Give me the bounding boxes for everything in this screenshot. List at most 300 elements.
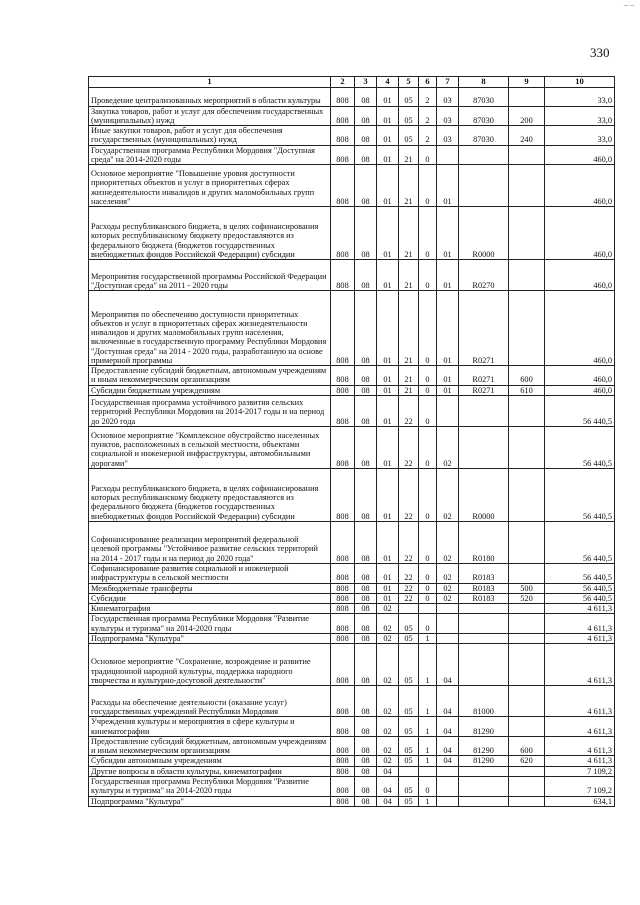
code-cell-c8 (459, 644, 509, 686)
code-cell-c10: 4 611,3 (545, 644, 615, 686)
code-cell-c9 (509, 686, 545, 717)
code-cell-c4: 02 (377, 686, 399, 717)
code-cell-c7: 02 (437, 583, 459, 593)
code-cell-c4: 01 (377, 207, 399, 260)
code-cell-c5: 22 (399, 396, 419, 427)
code-cell-c3: 08 (355, 717, 377, 737)
code-cell-c3: 08 (355, 634, 377, 644)
code-cell-c6: 0 (419, 776, 437, 796)
row-name-cell: Подпрограмма "Культура" (89, 796, 331, 806)
code-cell-c8 (459, 145, 509, 165)
code-cell-c6 (419, 766, 437, 776)
code-cell-c7: 04 (437, 644, 459, 686)
column-header: 4 (377, 77, 399, 88)
code-cell-c7: 02 (437, 469, 459, 522)
code-cell-c4: 01 (377, 583, 399, 593)
code-cell-c10: 460,0 (545, 145, 615, 165)
code-cell-c8 (459, 604, 509, 614)
code-cell-c5: 21 (399, 145, 419, 165)
code-cell-c9 (509, 469, 545, 522)
code-cell-c5: 21 (399, 291, 419, 366)
column-header: 6 (419, 77, 437, 88)
table-row (89, 776, 615, 796)
code-cell-c5: 05 (399, 686, 419, 717)
code-cell-c8 (459, 796, 509, 806)
code-cell-c10: 33,0 (545, 106, 615, 126)
code-cell-c10: 7 109,2 (545, 766, 615, 776)
code-cell-c2: 808 (331, 634, 355, 644)
code-cell-c5: 05 (399, 717, 419, 737)
column-header: 10 (545, 77, 615, 88)
code-cell-c2: 808 (331, 644, 355, 686)
code-cell-c3: 08 (355, 291, 377, 366)
row-name-cell: Софинансирование реализации мероприятий федеральной целевой программы "Устойчивое развитие сельских территорий на 2014 - 2017 годы и на период до 2020 года" (89, 522, 331, 564)
row-name-cell: Закупка товаров, работ и услуг для обеспечения государственных (муниципальных) нужд (89, 106, 331, 126)
row-name-cell: Основное мероприятие "Повышение уровня доступности приоритетных объектов и услуг в приоритетных сферах жизнедеятельности инвалидов и других маломобильных групп населения" (89, 165, 331, 207)
code-cell-c10: 4 611,3 (545, 736, 615, 756)
code-cell-c10: 56 440,5 (545, 564, 615, 584)
row-name-cell: Проведение централизованных мероприятий в области культуры (89, 87, 331, 106)
code-cell-c10: 56 440,5 (545, 593, 615, 603)
code-cell-c8 (459, 634, 509, 644)
code-cell-c4: 01 (377, 260, 399, 291)
code-cell-c6: 0 (419, 583, 437, 593)
code-cell-c5: 21 (399, 366, 419, 386)
code-cell-c4: 01 (377, 593, 399, 603)
code-cell-c9 (509, 396, 545, 427)
code-cell-c10: 4 611,3 (545, 614, 615, 634)
code-cell-c8: 81290 (459, 717, 509, 737)
code-cell-c10: 56 440,5 (545, 469, 615, 522)
code-cell-c3: 08 (355, 469, 377, 522)
code-cell-c7: 02 (437, 593, 459, 603)
code-cell-c4: 02 (377, 604, 399, 614)
code-cell-c6: 1 (419, 796, 437, 806)
code-cell-c7: 01 (437, 366, 459, 386)
code-cell-c8: 87030 (459, 126, 509, 146)
code-cell-c2: 808 (331, 776, 355, 796)
code-cell-c7: 02 (437, 522, 459, 564)
code-cell-c8: R0000 (459, 469, 509, 522)
code-cell-c8: 87030 (459, 87, 509, 106)
table-row (89, 564, 615, 584)
row-name-cell: Государственная программа Республики Мордовия "Доступная среда" на 2014-2020 годы (89, 145, 331, 165)
code-cell-c2: 808 (331, 766, 355, 776)
code-cell-c9: 610 (509, 385, 545, 395)
code-cell-c7: 01 (437, 385, 459, 395)
code-cell-c2: 808 (331, 583, 355, 593)
table-body (89, 87, 615, 806)
code-cell-c9 (509, 634, 545, 644)
table-row (89, 207, 615, 260)
code-cell-c3: 08 (355, 126, 377, 146)
code-cell-c3: 08 (355, 106, 377, 126)
code-cell-c2: 808 (331, 260, 355, 291)
code-cell-c10: 33,0 (545, 126, 615, 146)
code-cell-c6: 1 (419, 736, 437, 756)
code-cell-c5: 05 (399, 736, 419, 756)
row-name-cell: Субсидии автономным учреждениям (89, 756, 331, 766)
code-cell-c8 (459, 766, 509, 776)
code-cell-c10: 4 611,3 (545, 634, 615, 644)
code-cell-c2: 808 (331, 87, 355, 106)
code-cell-c9 (509, 766, 545, 776)
row-name-cell: Межбюджетные трансферты (89, 583, 331, 593)
code-cell-c3: 08 (355, 593, 377, 603)
code-cell-c2: 808 (331, 396, 355, 427)
table-row (89, 87, 615, 106)
code-cell-c9 (509, 145, 545, 165)
code-cell-c2: 808 (331, 291, 355, 366)
code-cell-c4: 01 (377, 469, 399, 522)
code-cell-c10: 4 611,3 (545, 717, 615, 737)
code-cell-c8 (459, 165, 509, 207)
code-cell-c3: 08 (355, 165, 377, 207)
code-cell-c4: 01 (377, 106, 399, 126)
code-cell-c9 (509, 644, 545, 686)
code-cell-c4: 01 (377, 385, 399, 395)
table-row (89, 396, 615, 427)
code-cell-c6: 0 (419, 145, 437, 165)
column-header: 5 (399, 77, 419, 88)
table-row (89, 593, 615, 603)
code-cell-c3: 08 (355, 207, 377, 260)
code-cell-c5 (399, 604, 419, 614)
code-cell-c8: 81290 (459, 736, 509, 756)
code-cell-c3: 08 (355, 564, 377, 584)
code-cell-c8 (459, 776, 509, 796)
code-cell-c5: 05 (399, 756, 419, 766)
code-cell-c6: 0 (419, 260, 437, 291)
code-cell-c9 (509, 717, 545, 737)
code-cell-c6: 0 (419, 614, 437, 634)
row-name-cell: Основное мероприятие "Сохранение, возрождение и развитие традиционной народной культуры, поддержка народного творчества и культурно-досуговой деятельности" (89, 644, 331, 686)
code-cell-c9 (509, 87, 545, 106)
code-cell-c5: 21 (399, 260, 419, 291)
code-cell-c5: 05 (399, 106, 419, 126)
code-cell-c7: 01 (437, 207, 459, 260)
code-cell-c4: 01 (377, 165, 399, 207)
code-cell-c4: 01 (377, 291, 399, 366)
table-row (89, 106, 615, 126)
code-cell-c5: 05 (399, 776, 419, 796)
code-cell-c9 (509, 207, 545, 260)
table-row (89, 260, 615, 291)
code-cell-c10: 460,0 (545, 385, 615, 395)
code-cell-c5: 05 (399, 796, 419, 806)
code-cell-c7: 01 (437, 165, 459, 207)
code-cell-c5: 05 (399, 614, 419, 634)
code-cell-c10: 56 440,5 (545, 522, 615, 564)
code-cell-c5: 05 (399, 87, 419, 106)
table-row (89, 145, 615, 165)
code-cell-c2: 808 (331, 604, 355, 614)
code-cell-c9 (509, 564, 545, 584)
code-cell-c10: 56 440,5 (545, 396, 615, 427)
row-name-cell: Софинансирование развития социальной и инженерной инфраструктуры в сельской местности (89, 564, 331, 584)
row-name-cell: Предоставление субсидий бюджетным, автономным учреждениям и иным некоммерческим организациям (89, 736, 331, 756)
code-cell-c5: 21 (399, 385, 419, 395)
code-cell-c3: 08 (355, 614, 377, 634)
code-cell-c10: 460,0 (545, 207, 615, 260)
code-cell-c7: 02 (437, 427, 459, 469)
table-row (89, 165, 615, 207)
code-cell-c9: 500 (509, 583, 545, 593)
code-cell-c7: 01 (437, 291, 459, 366)
code-cell-c2: 808 (331, 522, 355, 564)
code-cell-c3: 08 (355, 260, 377, 291)
table-row (89, 644, 615, 686)
row-name-cell: Предоставление субсидий бюджетным, автономным учреждениям и иным некоммерческим организациям (89, 366, 331, 386)
code-cell-c6: 0 (419, 593, 437, 603)
code-cell-c2: 808 (331, 736, 355, 756)
code-cell-c4: 01 (377, 564, 399, 584)
code-cell-c7: 01 (437, 260, 459, 291)
code-cell-c8: 87030 (459, 106, 509, 126)
row-name-cell: Субсидии бюджетным учреждениям (89, 385, 331, 395)
code-cell-c3: 08 (355, 522, 377, 564)
table-row (89, 614, 615, 634)
code-cell-c10: 56 440,5 (545, 583, 615, 593)
code-cell-c3: 08 (355, 87, 377, 106)
code-cell-c4: 01 (377, 145, 399, 165)
code-cell-c5: 21 (399, 165, 419, 207)
code-cell-c10: 4 611,3 (545, 756, 615, 766)
row-name-cell: Расходы республиканского бюджета, в целях софинансирования которых республиканскому бюджету предоставляются из федерального бюджета (бюджетов государственных внебюджетных фондов Российской Федерации) субсидии (89, 207, 331, 260)
column-header: 9 (509, 77, 545, 88)
column-header: 1 (89, 77, 331, 88)
code-cell-c9: 600 (509, 736, 545, 756)
table-row (89, 766, 615, 776)
code-cell-c6: 0 (419, 427, 437, 469)
code-cell-c9: 200 (509, 106, 545, 126)
code-cell-c7 (437, 145, 459, 165)
code-cell-c10: 460,0 (545, 366, 615, 386)
table-row (89, 366, 615, 386)
code-cell-c6: 0 (419, 291, 437, 366)
code-cell-c9 (509, 614, 545, 634)
code-cell-c3: 08 (355, 644, 377, 686)
row-name-cell: Подпрограмма "Культура" (89, 634, 331, 644)
row-name-cell: Субсидии (89, 593, 331, 603)
code-cell-c6: 0 (419, 396, 437, 427)
code-cell-c2: 808 (331, 145, 355, 165)
code-cell-c6: 1 (419, 634, 437, 644)
code-cell-c10: 460,0 (545, 165, 615, 207)
code-cell-c7 (437, 776, 459, 796)
table-row (89, 385, 615, 395)
code-cell-c9: 620 (509, 756, 545, 766)
code-cell-c6: 1 (419, 686, 437, 717)
code-cell-c5: 05 (399, 634, 419, 644)
code-cell-c5: 22 (399, 564, 419, 584)
code-cell-c6: 0 (419, 366, 437, 386)
code-cell-c6: 0 (419, 469, 437, 522)
code-cell-c3: 08 (355, 145, 377, 165)
column-header: 8 (459, 77, 509, 88)
code-cell-c6: 0 (419, 165, 437, 207)
row-name-cell: Кинематография (89, 604, 331, 614)
code-cell-c8: R0271 (459, 385, 509, 395)
code-cell-c4: 02 (377, 736, 399, 756)
code-cell-c4: 02 (377, 717, 399, 737)
column-header: 3 (355, 77, 377, 88)
code-cell-c8: R0270 (459, 260, 509, 291)
table-row (89, 717, 615, 737)
code-cell-c9: 240 (509, 126, 545, 146)
code-cell-c3: 08 (355, 385, 377, 395)
code-cell-c8 (459, 427, 509, 469)
code-cell-c7: 04 (437, 717, 459, 737)
code-cell-c7 (437, 604, 459, 614)
code-cell-c3: 08 (355, 583, 377, 593)
code-cell-c10: 56 440,5 (545, 427, 615, 469)
code-cell-c10: 33,0 (545, 87, 615, 106)
row-name-cell: Основное мероприятие "Комплексное обустройство населенных пунктов, расположенных в сельской местности, объектами социальной и инженерной инфраструктуры, автомобильными дорогами" (89, 427, 331, 469)
code-cell-c4: 01 (377, 522, 399, 564)
code-cell-c9 (509, 522, 545, 564)
code-cell-c6: 0 (419, 385, 437, 395)
code-cell-c3: 08 (355, 366, 377, 386)
code-cell-c3: 08 (355, 686, 377, 717)
code-cell-c8: R0180 (459, 522, 509, 564)
table-row (89, 469, 615, 522)
code-cell-c2: 808 (331, 593, 355, 603)
code-cell-c4: 02 (377, 614, 399, 634)
code-cell-c4: 02 (377, 644, 399, 686)
table-row (89, 427, 615, 469)
row-name-cell: Государственная программа Республики Мордовия "Развитие культуры и туризма" на 2014-2020 годы (89, 776, 331, 796)
code-cell-c5 (399, 766, 419, 776)
row-name-cell: Расходы на обеспечение деятельности (оказание услуг) государственных учреждений Республики Мордовия (89, 686, 331, 717)
code-cell-c6: 1 (419, 717, 437, 737)
table-row (89, 604, 615, 614)
code-cell-c2: 808 (331, 366, 355, 386)
code-cell-c5: 22 (399, 583, 419, 593)
row-name-cell: Расходы республиканского бюджета, в целях софинансирования которых республиканскому бюджету предоставляются из федерального бюджета (бюджетов государственных внебюджетных фондов Российской Федерации) субсидии (89, 469, 331, 522)
code-cell-c5: 22 (399, 593, 419, 603)
code-cell-c9: 600 (509, 366, 545, 386)
corner-mark: – – (624, 0, 634, 9)
code-cell-c9 (509, 604, 545, 614)
code-cell-c9 (509, 776, 545, 796)
code-cell-c6: 2 (419, 106, 437, 126)
row-name-cell: Учреждения культуры и мероприятия в сфере культуры и кинематографии (89, 717, 331, 737)
code-cell-c6: 0 (419, 564, 437, 584)
column-number-row (89, 77, 615, 88)
table-row (89, 756, 615, 766)
code-cell-c4: 02 (377, 634, 399, 644)
code-cell-c2: 808 (331, 564, 355, 584)
budget-table (88, 76, 615, 807)
code-cell-c5: 05 (399, 644, 419, 686)
code-cell-c5: 05 (399, 126, 419, 146)
code-cell-c3: 08 (355, 796, 377, 806)
code-cell-c10: 460,0 (545, 260, 615, 291)
code-cell-c7 (437, 634, 459, 644)
code-cell-c6: 1 (419, 756, 437, 766)
code-cell-c10: 4 611,3 (545, 686, 615, 717)
code-cell-c2: 808 (331, 126, 355, 146)
code-cell-c4: 01 (377, 87, 399, 106)
table-row (89, 522, 615, 564)
code-cell-c8: R0000 (459, 207, 509, 260)
code-cell-c4: 04 (377, 776, 399, 796)
code-cell-c7: 02 (437, 564, 459, 584)
code-cell-c9 (509, 291, 545, 366)
code-cell-c3: 08 (355, 736, 377, 756)
code-cell-c3: 08 (355, 756, 377, 766)
table-row (89, 634, 615, 644)
code-cell-c7: 04 (437, 686, 459, 717)
code-cell-c9: 520 (509, 593, 545, 603)
code-cell-c8: R0183 (459, 593, 509, 603)
code-cell-c6: 0 (419, 522, 437, 564)
code-cell-c4: 04 (377, 796, 399, 806)
code-cell-c3: 08 (355, 766, 377, 776)
table-row (89, 126, 615, 146)
code-cell-c2: 808 (331, 207, 355, 260)
code-cell-c10: 4 611,3 (545, 604, 615, 614)
code-cell-c2: 808 (331, 717, 355, 737)
code-cell-c10: 634,1 (545, 796, 615, 806)
code-cell-c2: 808 (331, 385, 355, 395)
row-name-cell: Государственная программа Республики Мордовия "Развитие культуры и туризма" на 2014-2020 годы (89, 614, 331, 634)
code-cell-c4: 01 (377, 126, 399, 146)
code-cell-c2: 808 (331, 469, 355, 522)
table-row (89, 583, 615, 593)
code-cell-c9 (509, 427, 545, 469)
code-cell-c3: 08 (355, 776, 377, 796)
code-cell-c5: 22 (399, 427, 419, 469)
table-row (89, 686, 615, 717)
code-cell-c8: 81290 (459, 756, 509, 766)
code-cell-c8: R0271 (459, 291, 509, 366)
row-name-cell: Иные закупки товаров, работ и услуг для обеспечения государственных (муниципальных) нужд (89, 126, 331, 146)
code-cell-c10: 460,0 (545, 291, 615, 366)
code-cell-c6: 0 (419, 207, 437, 260)
code-cell-c2: 808 (331, 796, 355, 806)
code-cell-c9 (509, 260, 545, 291)
code-cell-c9 (509, 796, 545, 806)
code-cell-c7: 04 (437, 756, 459, 766)
code-cell-c2: 808 (331, 106, 355, 126)
code-cell-c4: 01 (377, 396, 399, 427)
code-cell-c2: 808 (331, 756, 355, 766)
code-cell-c4: 04 (377, 766, 399, 776)
row-name-cell: Мероприятия государственной программы Российской Федерации "Доступная среда" на 2011 - 2020 годы (89, 260, 331, 291)
code-cell-c6 (419, 604, 437, 614)
code-cell-c7: 03 (437, 126, 459, 146)
code-cell-c7 (437, 796, 459, 806)
code-cell-c3: 08 (355, 396, 377, 427)
table-row (89, 291, 615, 366)
code-cell-c7 (437, 614, 459, 634)
code-cell-c5: 21 (399, 207, 419, 260)
code-cell-c7: 04 (437, 736, 459, 756)
code-cell-c7 (437, 396, 459, 427)
code-cell-c2: 808 (331, 427, 355, 469)
code-cell-c6: 2 (419, 126, 437, 146)
code-cell-c9 (509, 165, 545, 207)
code-cell-c8: R0183 (459, 564, 509, 584)
table-row (89, 796, 615, 806)
code-cell-c3: 08 (355, 604, 377, 614)
code-cell-c7: 03 (437, 87, 459, 106)
code-cell-c6: 1 (419, 644, 437, 686)
code-cell-c4: 01 (377, 427, 399, 469)
code-cell-c8 (459, 396, 509, 427)
